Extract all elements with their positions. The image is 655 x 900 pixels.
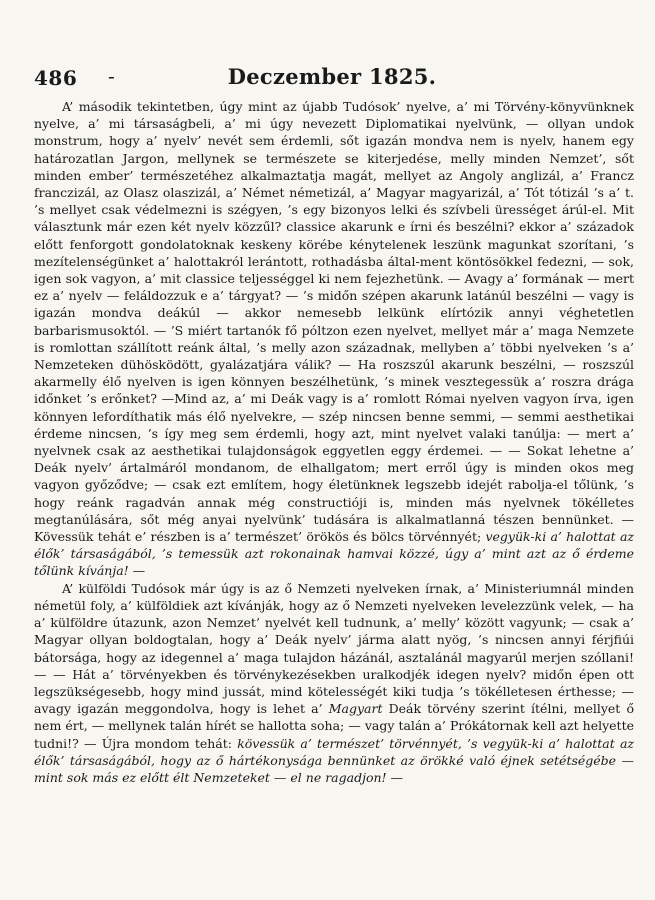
header-dash: -	[108, 64, 115, 88]
body-text	[34, 98, 634, 786]
paragraph-2-text-a: A’ külföldi Tudósok már úgy is az ő Nemzeti nyelveken írnak, a’ Ministeriumnál minden németül foly, a’ külföldiek azt kívánják, hogy az ő Nemzeti nyelveken levelezzünk velek, — ha a’ külföldre útazunk, azon Nemzet’ nyelvét kell tudnunk, a’ melly’ között vagyunk; — csak a’ Magyar ollyan boldogtalan, hogy a’ Deák nyelv’ járma alatt nyög, ’s nincsen annyi férjfiúi bátorsága, hogy az idegennel a’ maga tulajdon házánál, asztalánál magyarúl merjen szóllani! — — Hát a’ törvényekben és törvénykezésekben uralkodjék idegen nyelv? midőn épen ott legszükségesebb, hogy mind jussát, mind kötelességét kiki tudja ’s tökélletesen érthesse; — avagy igazán meggondolva, hogy is lehet a’	[34, 580, 634, 717]
paragraph-1	[34, 98, 634, 580]
paragraph-2	[34, 580, 634, 786]
page-header	[34, 64, 630, 90]
page-title: Deczember 1825.	[227, 64, 437, 89]
page-number: 486	[34, 66, 78, 90]
paragraph-1-italic: vegyük-ki a’ halottat az élők’ társaságából, ’s temessük azt rokonainak hamvai közzé, úgy a’ mint azt az ő érdeme tőlünk kívánja!	[34, 529, 635, 579]
paragraph-2-italic: kövessük a’ természet’ törvénnyét, ’s vegyük-ki a’ halottat az élők’ társaságából, hogy az ő hártékonysága bennünket az örökké való éjnek setétségébe — mint sok más ez előtt élt Nemzeteket — el ne ragadjon!	[34, 735, 634, 785]
paragraph-1-text-b: —	[128, 563, 146, 579]
paragraph-2-italic-word: Magyart	[328, 701, 383, 717]
paragraph-2-text-c: —	[386, 769, 404, 785]
paragraph-1-text-a: A’ második tekintetben, úgy mint az újabb Tudósok’ nyelve, a’ mi Törvény-könyvünknek nyelve, a’ mi társaságbeli, a’ mi úgy nevezett Diplomatikai nyelvünk, — ollyan undok monstrum, hogy a’ nyelv’ nevét sem érdemli, sőt igazán mondva nem is nyelv, hanem egy határozatlan Jargon, mellynek se természete se kiterjedése, melly minden Nemzet’, sőt minden ember’ természetéhez alkalmaztatja magát, mellyet az Angoly anglizál, a’ Francz franczizál, az Olasz olaszizál, a’ Német németizál, a’ Magyar magyarizál, a’ Tót tótizál ’s a’ t. ’s mellyet csak védelmezni is szégyen, ’s egy bizonyos lelki és szívbeli ürességet árúl-el. Mit választunk már ezen két nyelv közzűl? classice akarunk e írni és beszélni? ekkor a’ századok előtt fenforgott gondolatoknak keskeny körébe kénytelenek leszünk magunkat szorítani, ’s mezítelenségünket a’ halottakról lerántott, rothadásba által-ment köntösökkel fedezni, — sok, igen sok vagyon, a’ mit classice teljességgel ki nem fejezhetünk. — Avagy a’ formának — mert ez a’ nyelv — feláldozzuk e a’ tárgyat? — ’s midőn szépen akarunk latánúl beszélni — vagy is igazán mondva deákúl — akkor nemesebb lelkünk elírtózik annyi véghetetlen barbarismusoktól. — ’S miért tartanók fő póltzon ezen nyelvet, mellyet már a’ maga Nemzete is romlottan szállított reánk által, ’s melly azon századnak, mellyben a’ többi nyelveken ’s a’ Nemzeteken dühösködött, gyalázatjára válik? — Ha roszszúl akarunk beszélni, — roszszúl akarmelly élő nyelven is igen könnyen beszélhetünk, ’s minek vesztegessük a’ roszra drága időnket ’s erőnket? —Mind az, a’ mi Deák vagy is a’ romlott Római nyelven vagyon írva, igen könnyen lefordíthatik más élő nyelvekre, — szép nincsen benne semmi, — semmi aesthetikai érdeme nincsen, ’s így meg sem érdemli, hogy azt, mint nyelvet valaki tanúlja: — mert a’ nyelvnek csak az aesthetikai tulajdonságok eggyetlen eggy érdemei. — — Sokat lehetne a’ Deák nyelv’ ártalmáról mondanom, de elhallgatom; mert erről úgy is minden okos meg vagyon győződve; — csak ezt említem, hogy életünknek legszebb idejét rabolja-el tőlünk, ’s hogy reánk ragadván annak még constructióji is, minden más nyelvnek tökélletes megtanúlására, sőt még anyai nyelvünk’ tudására is alkalmatlanná tészen bennünket. — Kövessük tehát e’ részben is a’ természet’ örökös és bölcs törvénnyét;	[34, 99, 634, 545]
paragraph-2-text-b: Deák törvény szerint ítélni, mellyet ő nem ért, — mellynek talán hírét se hallotta soha; — vagy talán a’ Prókátornak kell azt helyette tudni!? — Újra mondom tehát:	[34, 701, 634, 751]
